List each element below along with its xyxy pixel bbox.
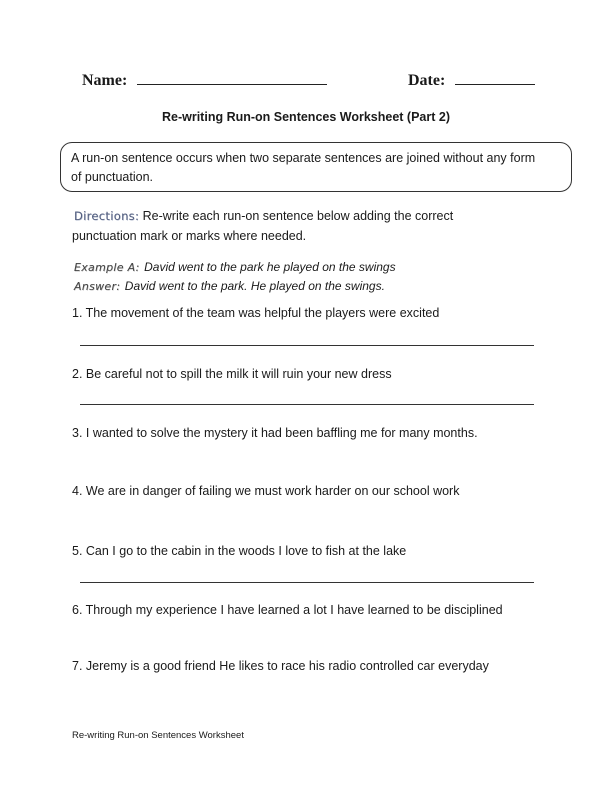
definition-line-1: A run-on sentence occurs when two separate sentences are joined without any form [71, 151, 536, 165]
directions-label: Directions: [74, 209, 140, 223]
page-title: Re-writing Run-on Sentences Worksheet (Part 2) [161, 110, 450, 124]
answer-row [74, 277, 385, 295]
date-blank[interactable] [455, 71, 535, 85]
date-field[interactable] [408, 71, 535, 90]
footer: Re-writing Run-on Sentences Worksheet [72, 730, 244, 741]
definition-line-2: of punctuation. [71, 170, 154, 184]
question-1: 1. The movement of the team was helpful the players were excited [72, 306, 440, 320]
name-label: Name: [82, 72, 128, 89]
question-4: 4. We are in danger of failing we must work harder on our school work [72, 484, 460, 498]
answer-line-5[interactable] [80, 582, 534, 583]
directions [74, 206, 453, 246]
answer-line-1[interactable] [80, 345, 534, 346]
example-text: David went to the park he played on the swings [144, 260, 396, 274]
example-row [74, 258, 396, 276]
example-label: Example A: [74, 261, 140, 274]
answer-line-2[interactable] [80, 404, 534, 405]
question-2: 2. Be careful not to spill the milk it will ruin your new dress [72, 367, 392, 381]
name-blank[interactable] [137, 71, 327, 85]
question-6: 6. Through my experience I have learned a lot I have learned to be disciplined [72, 603, 503, 617]
date-label: Date: [408, 72, 446, 89]
directions-text-1: Re-write each run-on sentence below adding the correct [142, 209, 454, 223]
name-field[interactable] [82, 71, 327, 90]
directions-text-2: punctuation mark or marks where needed. [72, 229, 307, 243]
answer-label: Answer: [74, 280, 121, 293]
definition-box [60, 142, 572, 192]
question-5: 5. Can I go to the cabin in the woods I love to fish at the lake [72, 544, 407, 558]
question-7: 7. Jeremy is a good friend He likes to race his radio controlled car everyday [72, 659, 489, 673]
question-3: 3. I wanted to solve the mystery it had been baffling me for many months. [72, 426, 478, 440]
answer-text: David went to the park. He played on the swings. [124, 279, 385, 293]
